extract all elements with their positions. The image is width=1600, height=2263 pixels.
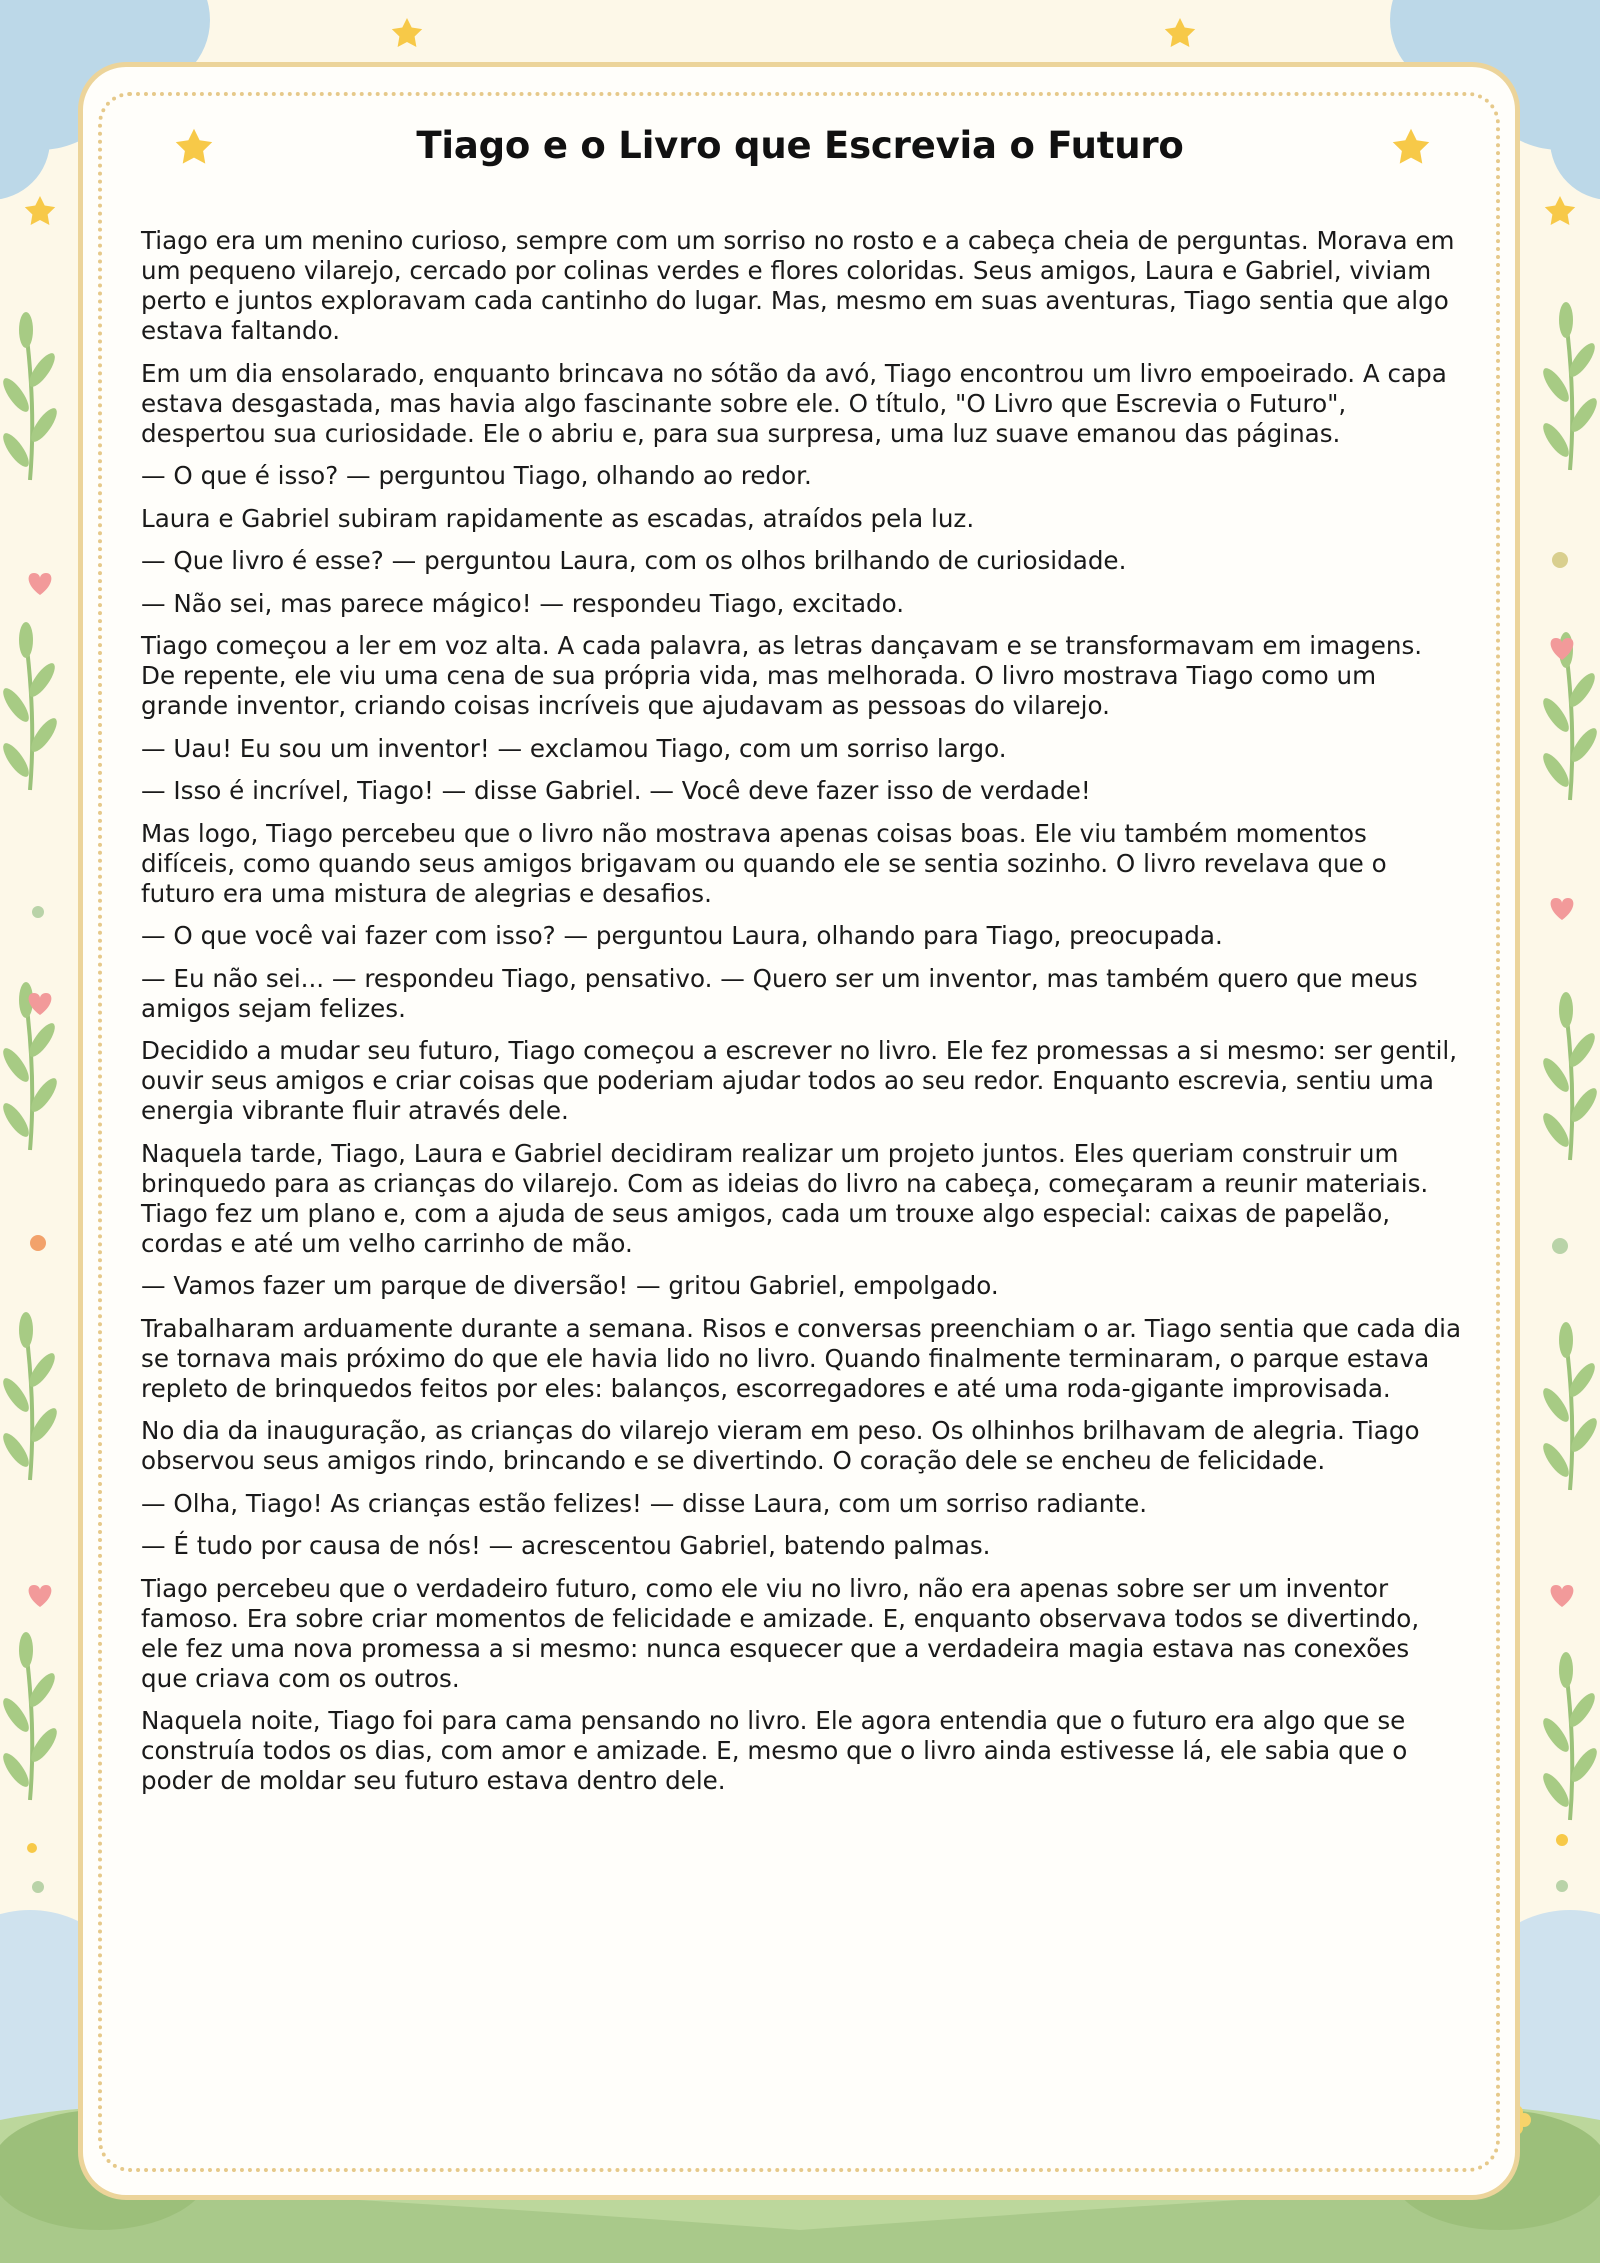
- story-paragraph: Mas logo, Tiago percebeu que o livro não mostrava apenas coisas boas. Ele viu também momentos difíceis, como quando seus amigos brigavam ou quando ele se sentia sozinho. O livro revelava que o futuro era uma mistura de alegrias e desafios.: [141, 818, 1387, 908]
- story-text: [141, 226, 1463, 1809]
- story-paragraph: Laura e Gabriel subiram rapidamente as escadas, atraídos pela luz.: [141, 503, 975, 533]
- story-paragraph: — Uau! Eu sou um inventor! — exclamou Tiago, com um sorriso largo.: [141, 733, 1007, 763]
- story-paragraph: — É tudo por causa de nós! — acrescentou Gabriel, batendo palmas.: [141, 1531, 991, 1560]
- story-paragraph: — O que você vai fazer com isso? — perguntou Laura, olhando para Tiago, preocupada.: [141, 921, 1223, 950]
- story-paragraph: Tiago percebeu que o verdadeiro futuro, como ele viu no livro, não era apenas sobre ser um inventor famoso. Era sobre criar momentos de felicidade e amizade. E, enquanto observava todos se divertindo, ele fez uma nova promessa a si mesmo: nunca esquecer que a verdadeira magia estava nas conexões que criava com os outros.: [141, 1573, 1420, 1693]
- story-paragraph: Naquela noite, Tiago foi para cama pensando no livro. Ele agora entendia que o futuro era algo que se construía todos os dias, com amor e amizade. E, mesmo que o livro ainda estivesse lá, ele sabia que o poder de moldar seu futuro estava dentro dele.: [141, 1706, 1408, 1795]
- story-paragraph: Trabalharam arduamente durante a semana. Risos e conversas preenchiam o ar. Tiago sentia que cada dia se tornava mais próximo do que ele havia lido no livro. Quando finalmente terminaram, o parque estava repleto de brinquedos feitos por eles: balanços, escorregadores e até uma roda-gigante improvisada.: [141, 1313, 1462, 1403]
- story-paragraph: — Eu não sei... — respondeu Tiago, pensativo. — Quero ser um inventor, mas também quero que meus amigos sejam felizes.: [141, 963, 1418, 1023]
- story-paragraph: — Que livro é esse? — perguntou Laura, com os olhos brilhando de curiosidade.: [141, 546, 1127, 575]
- story-paragraph: — Olha, Tiago! As crianças estão felizes! — disse Laura, com um sorriso radiante.: [141, 1488, 1148, 1518]
- story-paragraph: Tiago era um menino curioso, sempre com um sorriso no rosto e a cabeça cheia de perguntas. Morava em um pequeno vilarejo, cercado por colinas verdes e flores coloridas. Seus amigos, Laura e Gabriel, viviam perto e juntos exploravam cada cantinho do lugar. Mas, mesmo em suas aventuras, Tiago sentia que algo estava faltando.: [141, 226, 1455, 345]
- story-paragraph: — O que é isso? — perguntou Tiago, olhando ao redor.: [141, 461, 812, 490]
- story-paragraph: Naquela tarde, Tiago, Laura e Gabriel decidiram realizar um projeto juntos. Eles queriam construir um brinquedo para as crianças do vilarejo. Com as ideias do livro na cabeça, começaram a reunir materiais. Tiago fez um plano e, com a ajuda de seus amigos, cada um trouxe algo especial: caixas de papelão, cordas e até um velho carrinho de mão.: [141, 1138, 1429, 1258]
- story-paragraph: — Isso é incrível, Tiago! — disse Gabriel. — Você deve fazer isso de verdade!: [141, 776, 1091, 805]
- story-paragraph: — Não sei, mas parece mágico! — respondeu Tiago, excitado.: [141, 588, 905, 618]
- story-paragraph: Tiago começou a ler em voz alta. A cada palavra, as letras dançavam e se transformavam em imagens. De repente, ele viu uma cena de sua própria vida, mas melhorada. O livro mostrava Tiago como um grande inventor, criando coisas incríveis que ajudavam as pessoas do vilarejo.: [141, 631, 1423, 720]
- story-paragraph: — Vamos fazer um parque de diversão! — gritou Gabriel, empolgado.: [141, 1271, 999, 1300]
- story-paragraph: Decidido a mudar seu futuro, Tiago começou a escrever no livro. Ele fez promessas a si mesmo: ser gentil, ouvir seus amigos e criar coisas que poderiam ajudar todos ao seu redor. Enquanto escrevia, sentiu uma energia vibrante fluir através dele.: [141, 1036, 1458, 1125]
- story-paragraph: No dia da inauguração, as crianças do vilarejo vieram em peso. Os olhinhos brilhavam de alegria. Tiago observou seus amigos rindo, brincando e se divertindo. O coração dele se encheu de felicidade.: [141, 1416, 1420, 1475]
- story-paragraph: Em um dia ensolarado, enquanto brincava no sótão da avó, Tiago encontrou um livro empoeirado. A capa estava desgastada, mas havia algo fascinante sobre ele. O título, "O Livro que Escrevia o Futuro", despertou sua curiosidade. Ele o abriu e, para sua surpresa, uma luz suave emanou das páginas.: [141, 358, 1447, 448]
- page-title: Tiago e o Livro que Escrevia o Futuro: [416, 124, 1184, 167]
